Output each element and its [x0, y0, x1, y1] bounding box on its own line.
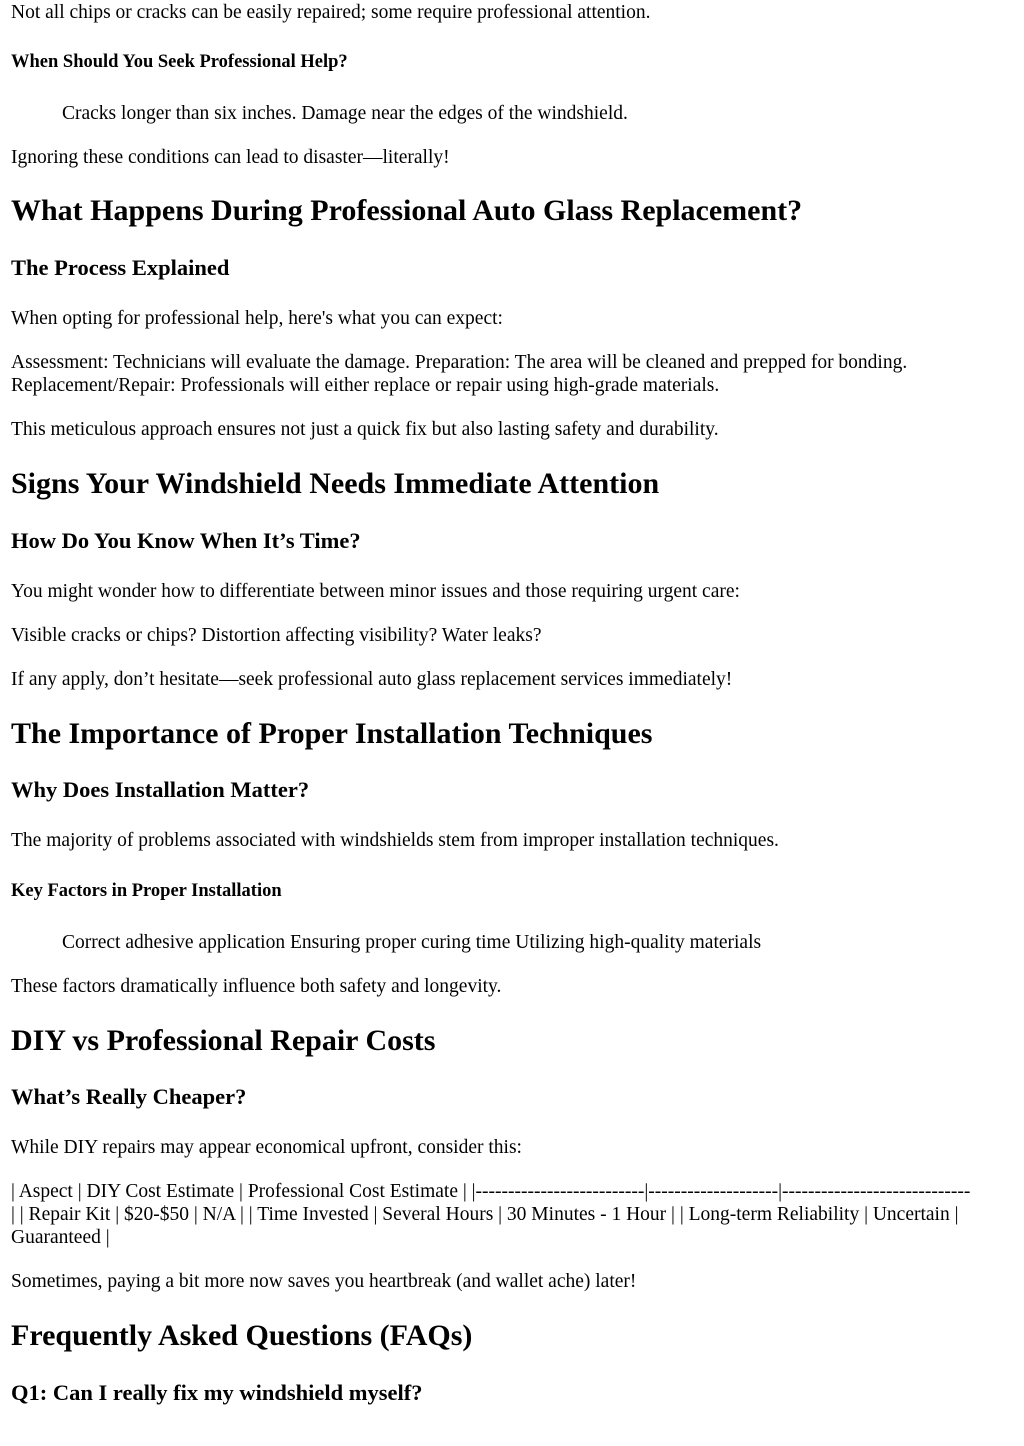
process-subheading: The Process Explained [11, 255, 230, 280]
process-lead: When opting for professional help, here's what you can expect: [11, 308, 503, 329]
costs-heading: DIY vs Professional Repair Costs [11, 1024, 436, 1057]
signs-subheading: How Do You Know When It’s Time? [11, 528, 361, 553]
signs-heading: Signs Your Windshield Needs Immediate Attention [11, 467, 660, 500]
faq-question-1: Q1: Can I really fix my windshield myself? [11, 1380, 423, 1405]
signs-closing: If any apply, don’t hesitate—seek professional auto glass replacement services immediately! [11, 669, 733, 690]
replacement-heading: What Happens During Professional Auto Glass Replacement? [11, 194, 803, 227]
intro-paragraph: Not all chips or cracks can be easily repaired; some require professional attention. [11, 2, 651, 23]
installation-closing: These factors dramatically influence both safety and longevity. [11, 976, 502, 997]
process-steps: Assessment: Technicians will evaluate the damage. Preparation: The area will be cleaned and prepped for bonding. Replacement/Repair: Professionals will either replace or repair using high-grade materials. [11, 352, 908, 396]
seek-help-heading: When Should You Seek Professional Help? [11, 52, 348, 72]
installation-heading: The Importance of Proper Installation Techniques [11, 717, 653, 750]
installation-lead: The majority of problems associated with windshields stem from improper installation techniques. [11, 830, 779, 851]
costs-subheading: What’s Really Cheaper? [11, 1084, 247, 1109]
costs-lead: While DIY repairs may appear economical upfront, consider this: [11, 1137, 522, 1158]
process-closing: This meticulous approach ensures not just a quick fix but also lasting safety and durability. [11, 419, 719, 440]
seek-help-list: Cracks longer than six inches. Damage near the edges of the windshield. [62, 103, 628, 124]
costs-closing: Sometimes, paying a bit more now saves you heartbreak (and wallet ache) later! [11, 1271, 637, 1292]
key-factors-heading: Key Factors in Proper Installation [11, 881, 282, 901]
costs-table-line-3: Guaranteed | [11, 1227, 110, 1248]
key-factors-list: Correct adhesive application Ensuring proper curing time Utilizing high-quality materials [62, 932, 762, 953]
seek-help-note: Ignoring these conditions can lead to disaster—literally! [11, 147, 450, 168]
costs-table-line-1: | Aspect | DIY Cost Estimate | Professional Cost Estimate | |--------------------------|--------------------|----------------------------- [11, 1181, 971, 1202]
signs-lead: You might wonder how to differentiate between minor issues and those requiring urgent care: [11, 581, 740, 602]
costs-table-line-2: | | Repair Kit | $20-$50 | N/A | | Time Invested | Several Hours | 30 Minutes - 1 Hour | | Long-term Reliability | Uncertain | [11, 1204, 959, 1225]
installation-subheading: Why Does Installation Matter? [11, 777, 310, 802]
signs-list: Visible cracks or chips? Distortion affecting visibility? Water leaks? [11, 625, 542, 646]
faqs-heading: Frequently Asked Questions (FAQs) [11, 1319, 473, 1352]
